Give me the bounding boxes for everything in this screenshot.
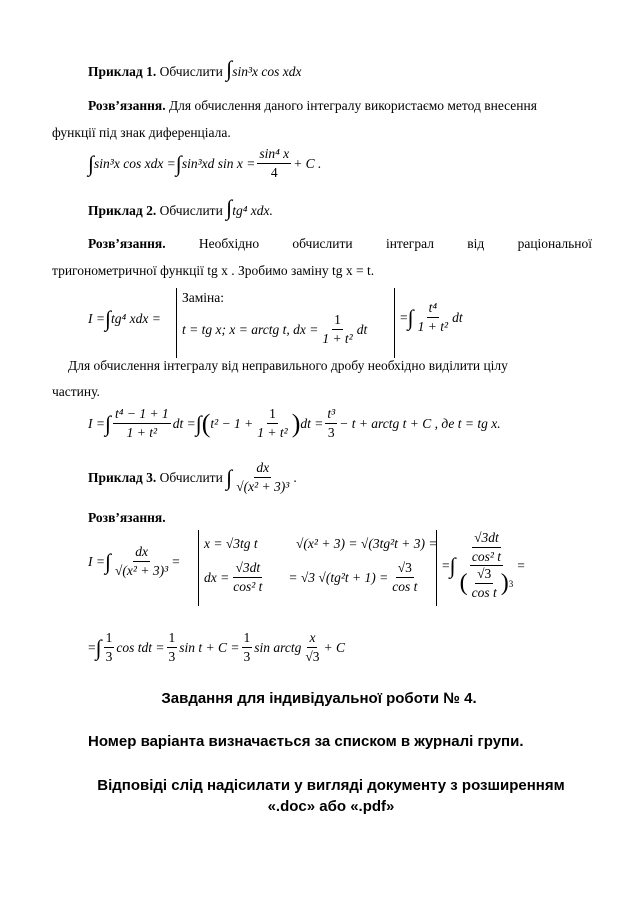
I-fraction — [113, 544, 170, 579]
paren-close: ) — [291, 408, 301, 438]
fraction-numerator: 1 — [267, 406, 278, 424]
fraction-denominator: √(x² + 3)³ — [115, 563, 169, 578]
integral-sign: ∫ — [104, 548, 112, 574]
fraction-denominator — [458, 548, 516, 601]
integral-sign: ∫ — [226, 195, 233, 220]
eq-part1: sin³x cos xdx = — [94, 155, 176, 171]
submit-line-2: «.doc» або «.pdf» — [267, 798, 395, 815]
final-eq: = — [88, 639, 96, 655]
fraction-denominator: 1 + t² — [126, 425, 158, 440]
fraction-denominator: √(x² + 3)³ — [236, 479, 290, 494]
substitution-right-bar — [394, 288, 395, 358]
solution-word: Необхідно — [198, 236, 260, 251]
solution-label: Розв’язання. — [88, 98, 166, 113]
sub-row1-right: √(x² + 3) = √(3tg²t + 3) = — [296, 536, 438, 551]
rhs-tail: = — [517, 557, 525, 573]
example-1-solution-line2: функції під знак диференціала. — [52, 125, 231, 140]
substitution-text: t = tg x; x = arctg t, dx = — [182, 321, 319, 337]
integral-sign: ∫ — [104, 410, 112, 436]
line2-fraction-2 — [255, 406, 289, 441]
fraction-denominator: 3 — [105, 649, 113, 664]
fraction-numerator: sin⁴ x — [257, 146, 291, 164]
fraction-numerator: dx — [254, 460, 271, 478]
integral-sign: ∫ — [226, 56, 233, 81]
example-2-para-line1: Для обчислення інтегралу від неправильного дробу необхідно виділити цілу — [68, 358, 508, 373]
paren-open: ( — [459, 570, 468, 596]
substitution-line — [182, 312, 367, 347]
example-1-text: Обчислити — [159, 64, 223, 79]
integral-sign: ∫ — [88, 150, 95, 176]
substitution-title: Заміна: — [182, 290, 225, 305]
final-tail: + C — [323, 639, 346, 655]
fraction-denominator: 3 — [168, 649, 176, 664]
fraction-denominator: 1 + t² — [257, 425, 288, 440]
fraction-numerator: dx — [133, 544, 150, 562]
solution-label: Розв’язання. — [88, 236, 166, 251]
substitution-fraction — [320, 312, 354, 347]
rhs-power: 3 — [508, 578, 514, 589]
task-title: Завдання для індивідуальної роботи № 4. — [161, 690, 477, 707]
example-2-line2-equation — [88, 406, 501, 441]
sub-row2 — [204, 560, 421, 595]
rhs-fraction — [458, 530, 516, 601]
fraction-numerator: √3dt — [472, 530, 501, 548]
line2-mid1: dt = — [172, 415, 196, 431]
sub-row2-dx: dx = — [204, 569, 230, 585]
fraction-numerator: √3 — [396, 560, 414, 578]
fraction-numerator: t⁴ — [427, 300, 439, 318]
example-1-label: Приклад 1. — [88, 64, 157, 79]
fraction-numerator: t⁴ − 1 + 1 — [113, 406, 171, 424]
submit-line-1: Відповіді слід надісилати у вигляді документу з розширенням — [97, 777, 565, 794]
integral-sign: ∫ — [195, 410, 202, 436]
fraction-numerator: t³ — [325, 406, 337, 424]
rhs-expression — [442, 530, 525, 601]
rhs-den-bottom — [460, 566, 514, 601]
example-2-solution-line2: тригонометричної функції tg x . Зробимо заміну tg x = t. — [52, 263, 375, 278]
final-fraction-2 — [167, 630, 178, 665]
I-integrand: tg⁴ xdx = — [111, 311, 161, 326]
result-tail: dt — [452, 309, 463, 325]
line2-inner: t² − 1 + — [210, 415, 254, 431]
fraction-denominator: 3 — [243, 649, 251, 664]
integral-sign: ∫ — [175, 150, 182, 176]
example-1-heading — [88, 58, 301, 80]
fraction-denominator: 1 + t² — [322, 331, 353, 346]
example-3-fraction — [234, 460, 291, 495]
integral-sign: ∫ — [95, 634, 102, 660]
integral-lhs — [88, 308, 161, 330]
fraction-denominator: cos² t — [233, 579, 263, 594]
substitution-tail: dt — [356, 321, 368, 337]
line2-fraction-3 — [325, 406, 337, 441]
sub-left-bar — [198, 530, 199, 606]
example-3-solution-label: Розв’язання. — [88, 510, 166, 525]
example-3-heading — [88, 460, 297, 495]
paren-close: ) — [500, 570, 509, 596]
fraction-denominator: 3 — [327, 425, 335, 440]
eq-tail: + C . — [293, 155, 322, 171]
fraction-numerator: 1 — [167, 630, 178, 648]
result-eq: = — [400, 309, 408, 325]
final-mid2: sin t + C = — [179, 639, 240, 655]
line2-lhs: I = — [88, 415, 105, 431]
fraction-numerator: 1 — [332, 312, 343, 330]
integral-sign: ∫ — [104, 306, 112, 331]
final-fraction-1 — [104, 630, 115, 665]
integral-sign: ∫ — [449, 552, 456, 578]
example-2-integrand: tg⁴ xdx. — [232, 203, 273, 218]
sub-row1-left: x = √3tg t — [204, 536, 258, 551]
example-2-text: Обчислити — [159, 203, 223, 218]
substitution-left-bar — [176, 288, 177, 358]
example-2-para-line2: частину. — [52, 384, 100, 399]
example-1-solution-line1 — [88, 96, 537, 115]
final-mid1: cos tdt = — [116, 639, 165, 655]
I-eq: = — [172, 553, 180, 569]
variant-note: Номер варіанта визначається за списком в журналі групи. — [88, 733, 524, 750]
eq-part2: sin³xd sin x = — [181, 155, 256, 171]
rhs-inner-fraction — [470, 566, 499, 601]
fraction-denominator: 4 — [270, 165, 278, 180]
fraction-numerator: √3dt — [233, 560, 262, 578]
example-3-label: Приклад 3. — [88, 469, 157, 485]
example-3-text: Обчислити — [159, 469, 223, 485]
example-3-final-equation — [88, 630, 345, 665]
line2-fraction-1 — [113, 406, 171, 441]
sub-row2-fraction-2 — [390, 560, 419, 595]
substitution-result — [400, 300, 463, 335]
fraction-denominator: cos t — [392, 579, 418, 594]
solution-word: від — [467, 236, 485, 251]
integral-sign: ∫ — [226, 464, 233, 490]
line2-mid2: dt = — [300, 415, 324, 431]
fraction-denominator: cos t — [471, 585, 497, 600]
rhs-eq: = — [442, 557, 450, 573]
sub-right-bar — [436, 530, 437, 606]
fraction-numerator: x — [307, 630, 317, 648]
final-fraction-3 — [242, 630, 253, 665]
result-fraction — [416, 300, 450, 335]
example-3-main-equation — [88, 530, 608, 612]
final-fraction-4 — [303, 630, 321, 665]
I-lhs: I = — [88, 311, 105, 326]
paren-open: ( — [201, 408, 211, 438]
rhs-den-top: cos² t — [471, 549, 502, 564]
final-mid3: sin arctg — [254, 639, 302, 655]
I-integral — [88, 544, 180, 579]
fraction-denominator: 1 + t² — [417, 319, 449, 334]
example-2-heading — [88, 197, 273, 219]
integral-sign: ∫ — [407, 304, 414, 330]
solution-word: раціональної — [517, 236, 592, 251]
line2-tail: − t + arctg t + C , де t = tg x. — [339, 415, 501, 431]
example-1-integrand: sin³x cos xdx — [232, 64, 302, 79]
example-3-tail: . — [293, 469, 297, 485]
sub-row2-right: = √3 √(tg²t + 1) = — [288, 569, 389, 585]
I-lhs: I = — [88, 553, 105, 569]
example-2-solution-line1 — [88, 234, 592, 253]
fraction-numerator: 1 — [242, 630, 253, 648]
sub-row2-fraction — [231, 560, 264, 595]
eq-fraction — [257, 146, 291, 181]
solution-word: обчислити — [292, 236, 353, 251]
example-1-equation — [88, 146, 321, 181]
solution-word: інтеграл — [385, 236, 434, 251]
fraction-denominator: √3 — [305, 649, 320, 664]
fraction-numerator: √3 — [475, 566, 493, 584]
solution-text: Для обчислення даного інтегралу використаємо метод внесення — [168, 98, 537, 113]
example-2-label: Приклад 2. — [88, 203, 157, 218]
fraction-numerator: 1 — [104, 630, 115, 648]
